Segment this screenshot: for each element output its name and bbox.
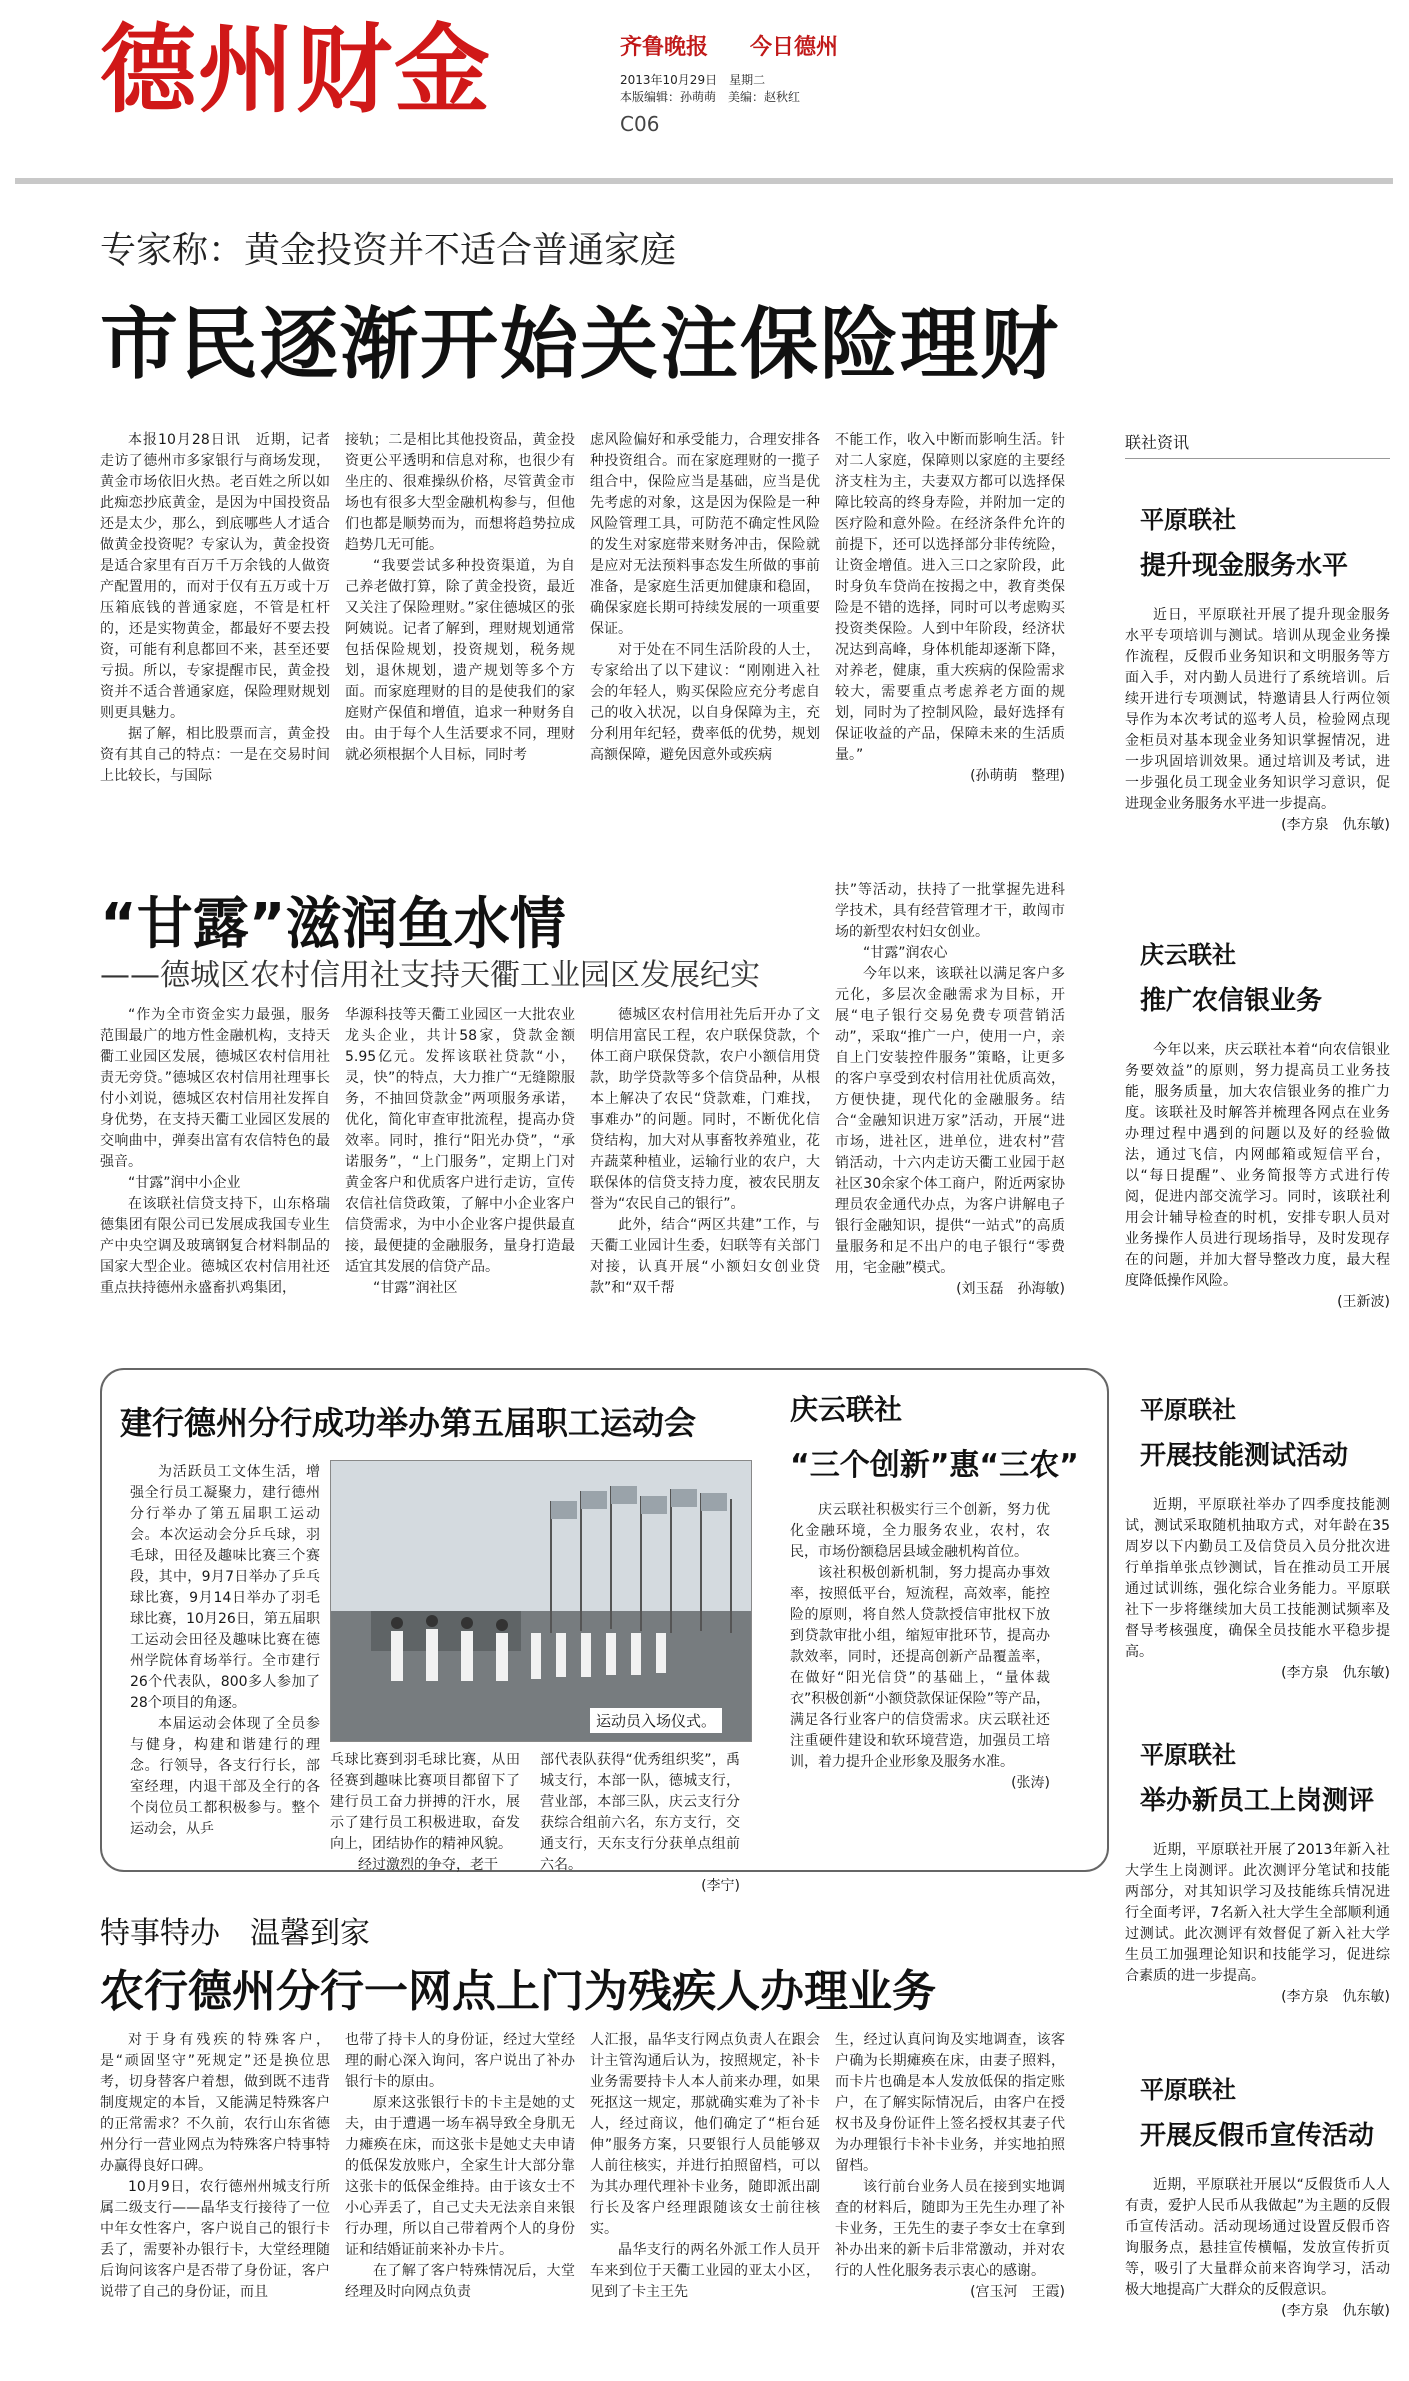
sidebar-item-4-title: 举办新员工上岗测评 xyxy=(1140,1786,1375,1816)
sidebar-item-2-body: 今年以来，庆云联社本着“向农信银业务要效益”的原则，努力提高员工业务技能，服务质量，加大农信银业务的推广力度。该联社及时解答并梳理各网点在业务办理过程中遇到的问题以及好的经验做法，通过飞信，内网邮箱或短信平台，以“每日提醒”、业务简报等方式进行传阅，促进内部交流学习。同时，该联社利用会计辅导检查的时机，安排专职人员对业务操作人员进行现场指导，及时发现存在的问题，并加大督导整改力度，最大程度降低操作风险。 (王新波) xyxy=(1125,1042,1390,1310)
sidebar-item-5-title: 开展反假币宣传活动 xyxy=(1140,2121,1375,2151)
article5-col2: 也带了持卡人的身份证，经过大堂经理的耐心深入询问，客户说出了补办银行卡的原由。 原来这张银行卡的卡主是她的丈夫，由于遭遇一场车祸导致全身肌无力瘫痪在床，而这张卡是她丈夫申请的低保发放账户，全家生计大部分靠这张卡的低保金维持。由于该女士不小心弄丢了，自己丈夫无法亲自来银行办理，所以自己带着两个人的身份证和结婚证前来补办卡片。 在了解了客户特殊情况后，大堂经理及时向网点负责 xyxy=(345,2032,575,2300)
article5-kicker: 特事特办 温馨到家 xyxy=(100,1916,370,1951)
article1-col2: 接轨；二是相比其他投资品，黄金投资更公平透明和信息对称，也很少有坐庄的、很难操纵价格，尽管黄金市场也有很多大型金融机构参与，但他们也都是顺势而为，而想将趋势拉成趋势几无可能。 “我要尝试多种投资渠道，为自己养老做打算，除了黄金投资，最近又关注了保险理财。”家住德城区的张阿姨说。记者了解到，理财规划通常包括保险规划，投资规划，税务规划，退休规划，遗产规划等多个方面。而家庭理财的目的是使我们的家庭财产保值和增值，追求一种财务自由。由于每个人生活要求不同，理财就必须根据个人目标，同时考 xyxy=(345,432,575,763)
article2-byline: (刘玉磊 孙海敏) xyxy=(956,1281,1065,1297)
masthead-meta xyxy=(620,72,800,106)
article3-col3: 部代表队获得“优秀组织奖”，禹城支行，本部一队，德城支行，营业部，本部三队，庆云支行分获综合组前六名，东方支行，交通支行，天东支行分获单点组前六名。 (李宁) xyxy=(540,1750,740,1860)
article4-byline: (张涛) xyxy=(1011,1775,1050,1791)
sidebar-item-5-body: 近期，平原联社开展以“反假货币人人有责，爱护人民币从我做起”为主题的反假币宣传活动。活动现场通过设置反假币咨询服务点，悬挂宣传横幅，发放宣传折页等，吸引了大量群众前来咨询学习，活动极大地提高广大群众的反假意识。 (李方泉 仇东敏) xyxy=(1125,2177,1390,2319)
article4-org: 庆云联社 xyxy=(790,1393,903,1426)
parade-illustration xyxy=(331,1461,751,1741)
article2-headline: “甘露”滋润鱼水情 xyxy=(100,892,566,957)
sidebar-item-4-org: 平原联社 xyxy=(1140,1741,1236,1769)
article1-headline: 市民逐渐开始关注保险理财 xyxy=(100,300,1061,390)
editors: 本版编辑：孙萌萌 美编：赵秋红 xyxy=(620,90,801,104)
brand-qilu: 齐鲁晚报 xyxy=(620,34,709,60)
article5-col1: 对于身有残疾的特殊客户，是“顽固坚守”死规定”还是换位思考，切身替客户着想，做到既不违背制度规定的本旨，又能满足特殊客户的正常需求？不久前，农行山东省德州分行一营业网点为特殊客户特事特办赢得良好口碑。 10月9日，农行德州州城支行所属二级支行——晶华支行接待了一位中年女性客户，客户说自己的银行卡丢了，需要补办银行卡，大堂经理随后询问该客户是否带了身份证，客户说带了自己的身份证，而且 xyxy=(100,2032,330,2300)
article2-col3: 德城区农村信用社先后开办了文明信用富民工程，农户联保贷款，个体工商户联保贷款，农户小额信用贷款，助学贷款等多个信贷品种，从根本上解决了农民“贷款难，门难找，事难办”的问题。同时，不断优化信贷结构，加大对从事畜牧养殖业，花卉蔬菜种植业，运输行业的农户，大联保体的信贷支持力度，被农民朋友誉为“农民自己的银行”。 此外，结合“两区共建”工作，与天衢工业园计生委，妇联等有关部门对接，认真开展“小额妇女创业贷款”和“双千帮 xyxy=(590,1007,820,1296)
article5-headline: 农行德州分行一网点上门为残疾人办理业务 xyxy=(100,1966,936,2017)
article2-col4: 扶”等活动，扶持了一批掌握先进科学技术，具有经营管理才干，敢闯市场的新型农村妇女创业。 “甘露”润农心 今年以来，该联社以满足客户多元化，多层次金融需求为目标，开展“电子银行交易免费专项营销活动”，采取“推广一户，使用一户，亲自上门安装控件服务”策略，让更多的客户享受到农村信用社优质高效，方便快捷，现代化的金融服务。结合“金融知识进万家”活动，开展“进市场，进社区，进单位，进农村”营销活动，十六内走访天衢工业园于赵社区30余家个体工商户，附近两家协理员农金通代办点，为客户讲解电子银行金融知识，提供“一站式”的高质量服务和足不出户的电子银行“零费用，宅金融”模式。 (刘玉磊 孙海敏) xyxy=(835,880,1065,1350)
masthead-rule xyxy=(15,178,1393,184)
photo-caption: 运动员入场仪式。 xyxy=(590,1708,722,1733)
sidebar-item-3-body: 近期，平原联社举办了四季度技能测试，测试采取随机抽取方式，对年龄在35周岁以下内勤员工及信贷员入员分批次进行单指单张点钞测试，旨在推动员工开展通过试训练，强化综合业务能力。平原联社下一步将继续加大员工技能测试频率及督导考核强度，确保全员技能水平稳步提高。 (李方泉 仇东敏) xyxy=(1125,1497,1390,1681)
article1-col3: 虑风险偏好和承受能力，合理安排各种投资组合。而在家庭理财的一揽子组合中，保险应当是基础，应当是优先考虑的对象，这是因为保险是一种风险管理工具，可防范不确定性风险的发生对家庭带来财务冲击，保险就是应对无法预料事态发生所做的事前准备，是家庭生活更加健康和稳固，确保家庭长期可持续发展的一项重要保证。 对于处在不同生活阶段的人士，专家给出了以下建议：“刚刚进入社会的年轻人，购买保险应充分考虑自己的收入状况，以自身保障为主，充分利用年纪轻，费率低的优势，规划高额保障，避免因意外或疾病 xyxy=(590,432,820,763)
article1-kicker: 专家称：黄金投资并不适合普通家庭 xyxy=(100,230,677,271)
article4-body: 庆云联社积极实行三个创新，努力优化金融环境，全力服务农业，农村，农民，市场份额稳居县域金融机构首位。 该社积极创新机制，努力提高办事效率，按照低平台，短流程，高效率，能控险的原则，将自然人贷款授信审批权下放到贷款审批小组，缩短审批环节，提高办款效率，同时，还提高创新产品覆盖率，在做好“阳光信贷”的基础上，“量体裁衣”积极创新“小额贷款保证保险”等产品，满足各行业客户的信贷需求。庆云联社还注重硬件建设和软环境营造，加强员工培训，着力提升企业形象及服务水准。 (张涛) xyxy=(790,1500,1050,1860)
article5-col3: 人汇报，晶华支行网点负责人在跟会计主管沟通后认为，按照规定，补卡业务需要持卡人本人前来办理，如果死抠这一规定，那就确实难为了补卡人，经过商议，他们确定了“柜台延伸”服务方案，只要银行人员能够双人前往核实，并进行拍照留档，可以为其办理代理补卡业务，随即派出副行长及客户经理跟随该女士前往核实。 晶华支行的两名外派工作人员开车来到位于天衢工业园的亚太小区，见到了卡主王先 xyxy=(590,2032,820,2300)
sports-meet-photo xyxy=(330,1460,752,1742)
sidebar-divider xyxy=(1125,458,1390,459)
article1-col4: 不能工作，收入中断而影响生活。针对二人家庭，保障则以家庭的主要经济支柱为主，夫妻双方都可以选择保障比较高的终身寿险，并附加一定的医疗险和意外险。在经济条件允许的前提下，还可以选择部分非传统险，让资金增值。进入三口之家阶段，此时身负车贷尚在按揭之中，教育类保险是不错的选择，同时可以考虑购买投资类保险。人到中年阶段，经济状况达到高峰，身体机能却逐渐下降，对养老，健康，重大疾病的保险需求较大，需要重点考虑养老方面的规划，同时为了控制风险，最好选择有保证收益的产品，保障未来的生活质量。” (孙萌萌 整理) xyxy=(835,430,1065,840)
sidebar-item-5-org: 平原联社 xyxy=(1140,2076,1236,2104)
brand-jinri: 今日德州 xyxy=(750,35,839,60)
page-number: C06 xyxy=(620,112,660,136)
article3-byline: (李宁) xyxy=(701,1878,740,1894)
article2-col1: “作为全市资金实力最强，服务范围最广的地方性金融机构，支持天衢工业园区发展，德城区农村信用社责无旁贷。”德城区农村信用社理事长付小刘说，德城区农村信用社发挥自身优势，在支持天衢工业园区发展的交响曲中，弹奏出富有农信特色的最强音。 “甘露”润中小企业 在该联社信贷支持下，山东格瑞德集团有限公司已发展成我国专业生产中央空调及玻璃钢复合材料制品的国家大型企业。德城区农村信用社还重点扶持德州永盛畜扒鸡集团， xyxy=(100,1007,330,1296)
sidebar-item-1-body: 近日，平原联社开展了提升现金服务水平专项培训与测试。培训从现金业务操作流程，反假币业务知识和文明服务等方面入手，对内勤人员进行了系统培训。后续开进行专项测试，特邀请县人行两位领导作为本次考试的巡考人员，检验网点现金柜员对基本现金业务知识掌握情况，进一步巩固培训效果。通过培训及考试，进一步强化员工现金业务知识学习意识，促进现金业务服务水平进一步提高。 (李方泉 仇东敏) xyxy=(1125,607,1390,833)
article2-subhead: ——德城区农村信用社支持天衢工业园区发展纪实 xyxy=(100,958,760,993)
sidebar-item-1-org: 平原联社 xyxy=(1140,506,1236,534)
sidebar-label: 联社资讯 xyxy=(1125,433,1190,452)
masthead-title: 德州财金 xyxy=(100,14,492,126)
sidebar-item-1-title: 提升现金服务水平 xyxy=(1140,551,1349,581)
issue-date: 2013年10月29日 星期二 xyxy=(620,73,766,87)
sidebar-item-2-title: 推广农信银业务 xyxy=(1140,986,1323,1016)
article3-headline: 建行德州分行成功举办第五届职工运动会 xyxy=(120,1404,697,1442)
article4-headline: “三个创新”惠“三农” xyxy=(790,1448,1079,1483)
article2-col2: 华源科技等天衢工业园区一大批农业龙头企业，共计58家，贷款金额5.95亿元。发挥该联社贷款“小，灵，快”的特点，大力推广“无缝隙服务，不抽回贷款金”两项服务承诺，优化，简化审查审批流程，提高办贷效率。同时，推行“阳光办贷”，“承诺服务”，“上门服务”，定期上门对黄金客户和优质客户进行走访，宣传农信社信贷政策，了解中小企业客户信贷需求，为中小企业客户提供最直接，最便捷的金融服务，量身打造最适宜其发展的信贷产品。 “甘露”润社区 xyxy=(345,1007,575,1296)
article1-byline: (孙萌萌 整理) xyxy=(970,768,1065,784)
sidebar-item-4-body: 近期，平原联社开展了2013年新入社大学生上岗测评。此次测评分笔试和技能两部分，对其知识学习及技能练兵情况进行全面考评，7名新入社大学生全部顺利通过测试。此次测评有效督促了新入社大学生员工加强理论知识和技能学习，促进综合素质的进一步提高。 (李方泉 仇东敏) xyxy=(1125,1842,1390,2005)
sidebar-item-2-org: 庆云联社 xyxy=(1140,941,1236,969)
article3-col2: 乓球比赛到羽毛球比赛，从田径赛到趣味比赛项目都留下了建行员工奋力拼搏的汗水，展示了建行员工积极进取，奋发向上，团结协作的精神风貌。 经过激烈的争夺，老干 xyxy=(330,1752,520,1873)
article5-byline: (宫玉河 王霞) xyxy=(970,2284,1065,2300)
sidebar-item-3-org: 平原联社 xyxy=(1140,1396,1236,1424)
article5-col4: 生，经过认真问询及实地调查，该客户确为长期瘫痪在床，由妻子照料，而卡片也确是本人发放低保的指定账户，在了解实际情况后，由客户在授权书及身份证件上签名授权其妻子代为办理银行卡补卡业务，并实地拍照留档。 该行前台业务人员在接到实地调查的材料后，随即为王先生办理了补卡业务，王先生的妻子李女士在拿到补办出来的新卡后非常激动，并对农行的人性化服务表示衷心的感谢。 (宫玉河 王霞) xyxy=(835,2030,1065,2375)
sidebar-item-3-title: 开展技能测试活动 xyxy=(1140,1441,1349,1471)
article1-col1: 本报10月28日讯 近期，记者走访了德州市多家银行与商场发现，黄金市场依旧火热。老百姓之所以如此痴恋抄底黄金，是因为中国投资品还是太少，那么，到底哪些人才适合做黄金投资呢？专家认为，黄金投资是适合家里有百万千万余钱的人做资产配置用的，而对于仅有五万或十万压箱底钱的普通家庭，不管是杠杆的，还是实物黄金，都最好不要去投资，可能有利息都回不来，甚至还要亏损。所以，专家提醒市民，黄金投资并不适合普通家庭，保险理财规划则更具魅力。 据了解，相比股票而言，黄金投资有其自己的特点：一是在交易时间上比较长，与国际 xyxy=(100,432,330,784)
article3-col1: 为活跃员工文体生活，增强全行员工凝聚力，建行德州分行举办了第五届职工运动会。本次运动会分乒乓球，羽毛球，田径及趣味比赛三个赛段，其中，9月7日举办了乒乓球比赛，9月14日举办了羽毛球比赛，10月26日，第五届职工运动会田径及趣味比赛在德州学院体育场举行。全市建行26个代表队，800多人参加了28个项目的角逐。 本届运动会体现了全员参与健身，构建和谐建行的理念。行领导，各支行行长，部室经理，内退干部及全行的各个岗位员工都积极参与。整个运动会，从乒 xyxy=(130,1464,320,1837)
